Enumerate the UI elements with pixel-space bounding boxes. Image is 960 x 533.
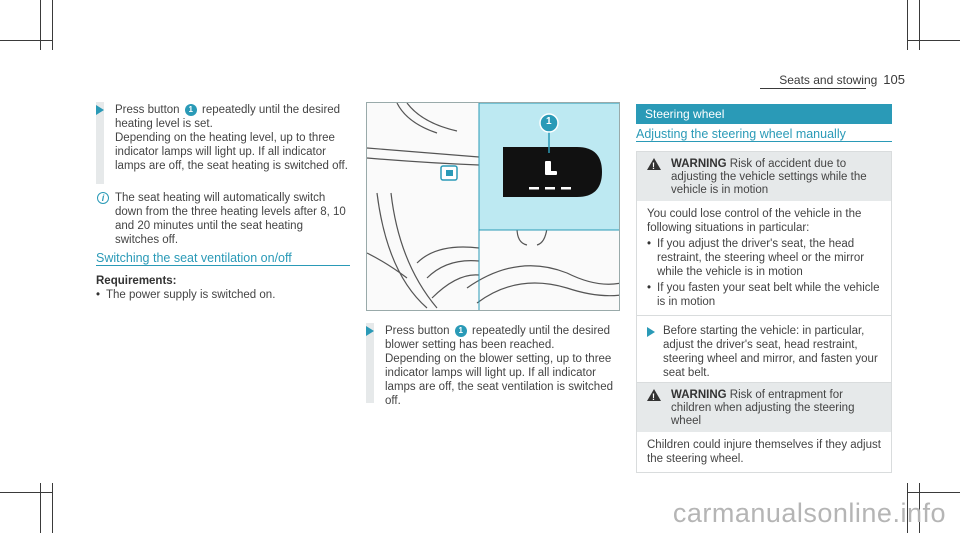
crop-mark [908,492,960,493]
crop-mark [0,492,52,493]
requirement-item: • The power supply is switched on. [96,288,350,302]
header-rule [760,88,866,89]
watermark: carmanualsonline.info [672,498,946,528]
page-number: 105 [883,72,905,87]
warning-body: You could lose control of the vehicle in the following situations in particular: • If you adjust the driver's seat, the head restraint, the steering wheel or the mirror while the vehicle is in motion • If you fasten your seat belt while the vehicle is in motion [637,201,891,315]
warning-triangle-icon [647,389,661,401]
step-arrow-icon [647,327,655,337]
dashboard-drawing [367,103,620,311]
header-section: Seats and stowing [779,73,878,87]
crop-mark [908,40,960,41]
warning-header: ! WARNING Risk of entrapment for children when adjusting the steering wheel [637,383,891,432]
step-arrow-icon [366,326,374,336]
crop-mark [52,483,53,533]
crop-mark [52,0,53,50]
button-number-icon: 1 [455,325,467,337]
warning-bullet: • If you fasten your seat belt while the vehicle is in motion [647,281,881,309]
crop-mark [919,0,920,50]
crop-mark [40,483,41,533]
warning-accident-box [636,151,892,387]
warning-bullet: • If you adjust the driver's seat, the head restraint, the steering wheel or the mirror while the vehicle is in motion [647,237,881,279]
info-icon: i [97,192,109,204]
section-rule [96,265,350,266]
crop-mark [907,0,908,50]
steering-wheel-banner: Steering wheel [636,104,892,124]
heating-note: i The seat heating will automatically switch down from the three heating levels after 8, 10 and 20 minutes until the seat heating switches off. [96,191,350,247]
ventilation-step: Press button 1 repeatedly until the desired blower setting has been reached. Depending on the blower setting, up to three indicator lamps will light up. If all indicator lamps are off, the seat ventilation is switched off. [366,324,620,408]
callout-number: 1 [546,116,552,127]
warning-triangle-icon [647,158,661,170]
heating-step: Press button 1 repeatedly until the desired heating level is set. Depending on the heating level, up to three indicator lamps will light up. If all indicator lamps are off, the seat heating is switched off. [96,103,350,173]
adjust-steering-title: Adjusting the steering wheel manually [636,127,846,141]
running-header [779,72,905,87]
warning-header: ! WARNING Risk of accident due to adjusting the vehicle settings while the vehicle is in motion [637,152,891,201]
seat-ventilation-illustration [366,102,620,311]
section-rule [636,141,892,142]
warning-body: Children could injure themselves if they adjust the steering wheel. [637,432,891,472]
ventilation-section-title: Switching the seat ventilation on/off [96,251,292,265]
step-arrow-icon [96,105,104,115]
requirements: Requirements: • The power supply is switched on. [96,274,350,302]
crop-mark [40,0,41,50]
crop-mark [0,40,52,41]
warning-action: Before starting the vehicle: in particular, adjust the driver's seat, head restraint, steering wheel and mirror, and fasten your seat belt. [637,315,891,386]
warning-entrapment-box [636,382,892,473]
button-number-icon: 1 [185,104,197,116]
